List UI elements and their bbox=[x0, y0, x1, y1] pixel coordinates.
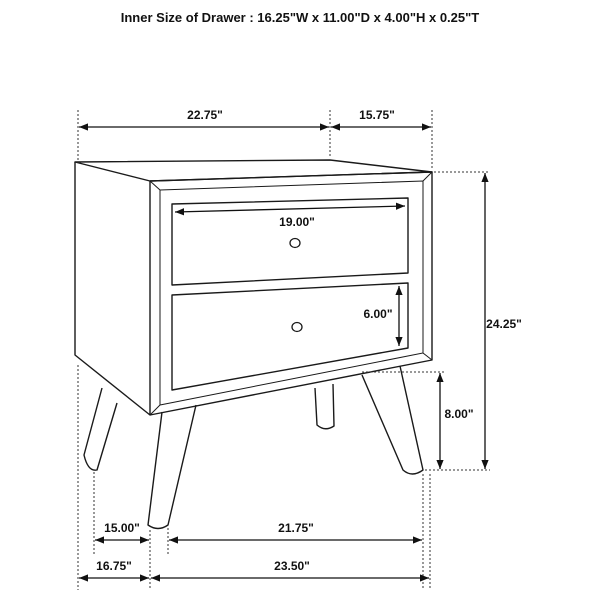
base-depth-label: 16.75" bbox=[96, 559, 132, 573]
nightstand-illustration bbox=[75, 160, 432, 529]
base-width-label: 23.50" bbox=[274, 559, 310, 573]
dimension-lines bbox=[78, 110, 490, 590]
drawer-width-label: 19.00" bbox=[279, 215, 315, 229]
front-left-leg bbox=[148, 405, 196, 529]
leg-depth-span-label: 15.00" bbox=[104, 521, 140, 535]
total-height-label: 24.25" bbox=[486, 317, 522, 331]
drawer-inner-size-title: Inner Size of Drawer : 16.25"W x 11.00"D x 4.00"H x 0.25"T bbox=[120, 10, 480, 25]
bottom-drawer bbox=[172, 283, 408, 390]
top-width-label: 22.75" bbox=[187, 108, 223, 122]
leg-width-span-label: 21.75" bbox=[278, 521, 314, 535]
back-left-leg bbox=[84, 388, 117, 470]
back-right-leg bbox=[315, 384, 334, 429]
top-depth-label: 15.75" bbox=[359, 108, 395, 122]
bottom-drawer-knob bbox=[292, 323, 302, 332]
top-drawer-knob bbox=[290, 239, 300, 248]
leg-height-label: 8.00" bbox=[444, 407, 474, 421]
drawer-height-label: 6.00" bbox=[363, 307, 393, 321]
front-right-leg bbox=[362, 366, 423, 474]
